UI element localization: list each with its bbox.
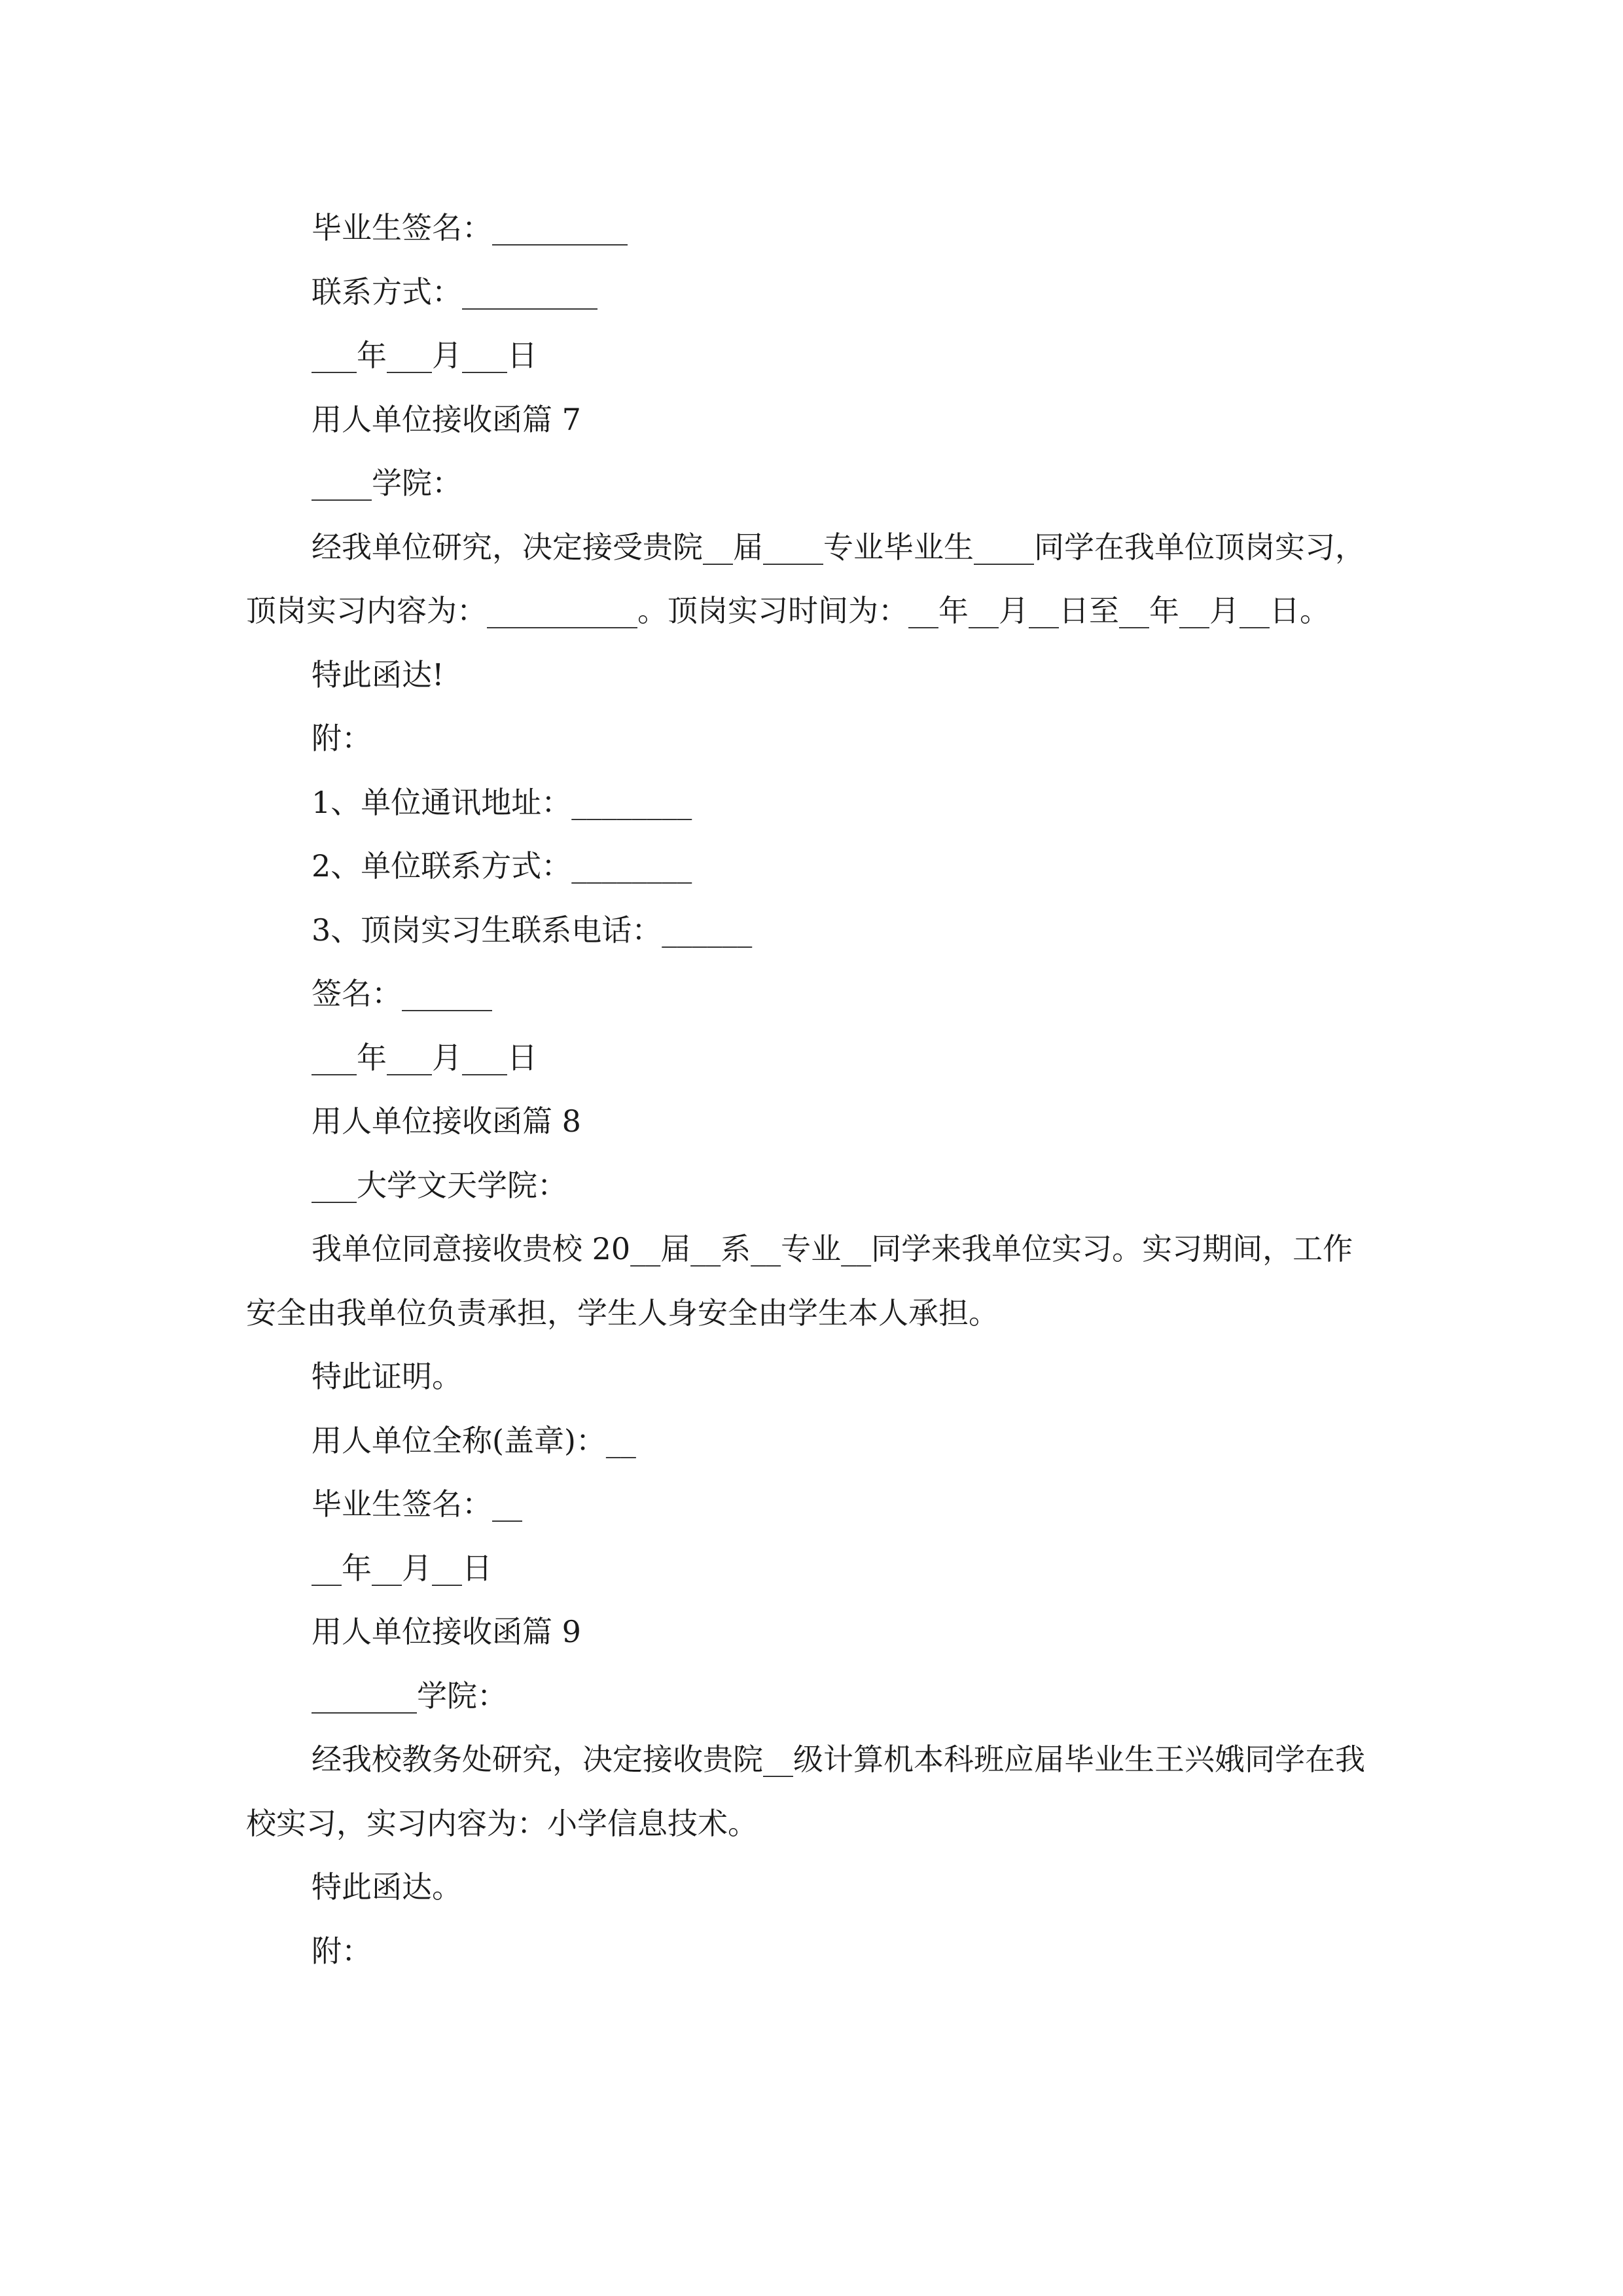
closing-9: 特此函达。 [312,1869,462,1905]
attachment-label-9: 附： [312,1933,372,1969]
closing-7: 特此函达! [312,656,444,692]
body-paragraph-7: 经我单位研究，决定接受贵院__届____专业毕业生____同学在我单位顶岗实习，顶岗实习内容为：__________。顶岗实习时间为：__年__月__日至__年__月__日。 [246,529,1365,628]
section-heading-9: 用人单位接收函篇 9 [312,1614,581,1649]
date-line: ___年___月___日 [312,338,537,373]
section-heading-7: 用人单位接收函篇 7 [312,401,581,437]
graduate-signature-line-8: 毕业生签名：__ [312,1486,522,1522]
attachment-item-2: 2、单位联系方式：________ [312,848,692,884]
attachment-item-3: 3、顶岗实习生联系电话：______ [312,912,753,948]
salutation-9: _______学院： [312,1677,507,1713]
employer-name-line: 用人单位全称(盖章)：__ [312,1422,636,1458]
graduate-signature-line: 毕业生签名：_________ [312,210,628,245]
salutation-8: ___大学文天学院： [312,1167,567,1203]
document-body [246,196,1378,1983]
section-heading-8: 用人单位接收函篇 8 [312,1103,581,1139]
body-paragraph-8: 我单位同意接收贵校 20__届__系__专业__同学来我单位实习。实习期间，工作安全由我单位负责承担，学生人身安全由学生本人承担。 [246,1231,1353,1331]
date-line-8: __年__月__日 [312,1550,492,1586]
salutation-7: ____学院： [312,465,462,501]
attachment-item-1: 1、单位通讯地址：________ [312,784,692,820]
closing-8: 特此证明。 [312,1359,462,1394]
body-paragraph-9: 经我校教务处研究，决定接收贵院__级计算机本科班应届毕业生王兴娥同学在我校实习，实习内容为：小学信息技术。 [246,1742,1365,1841]
date-line-7: ___年___月___日 [312,1039,537,1075]
contact-line: 联系方式：_________ [312,274,597,310]
attachment-label-7: 附： [312,721,372,756]
signature-line-7: 签名：______ [312,976,492,1011]
